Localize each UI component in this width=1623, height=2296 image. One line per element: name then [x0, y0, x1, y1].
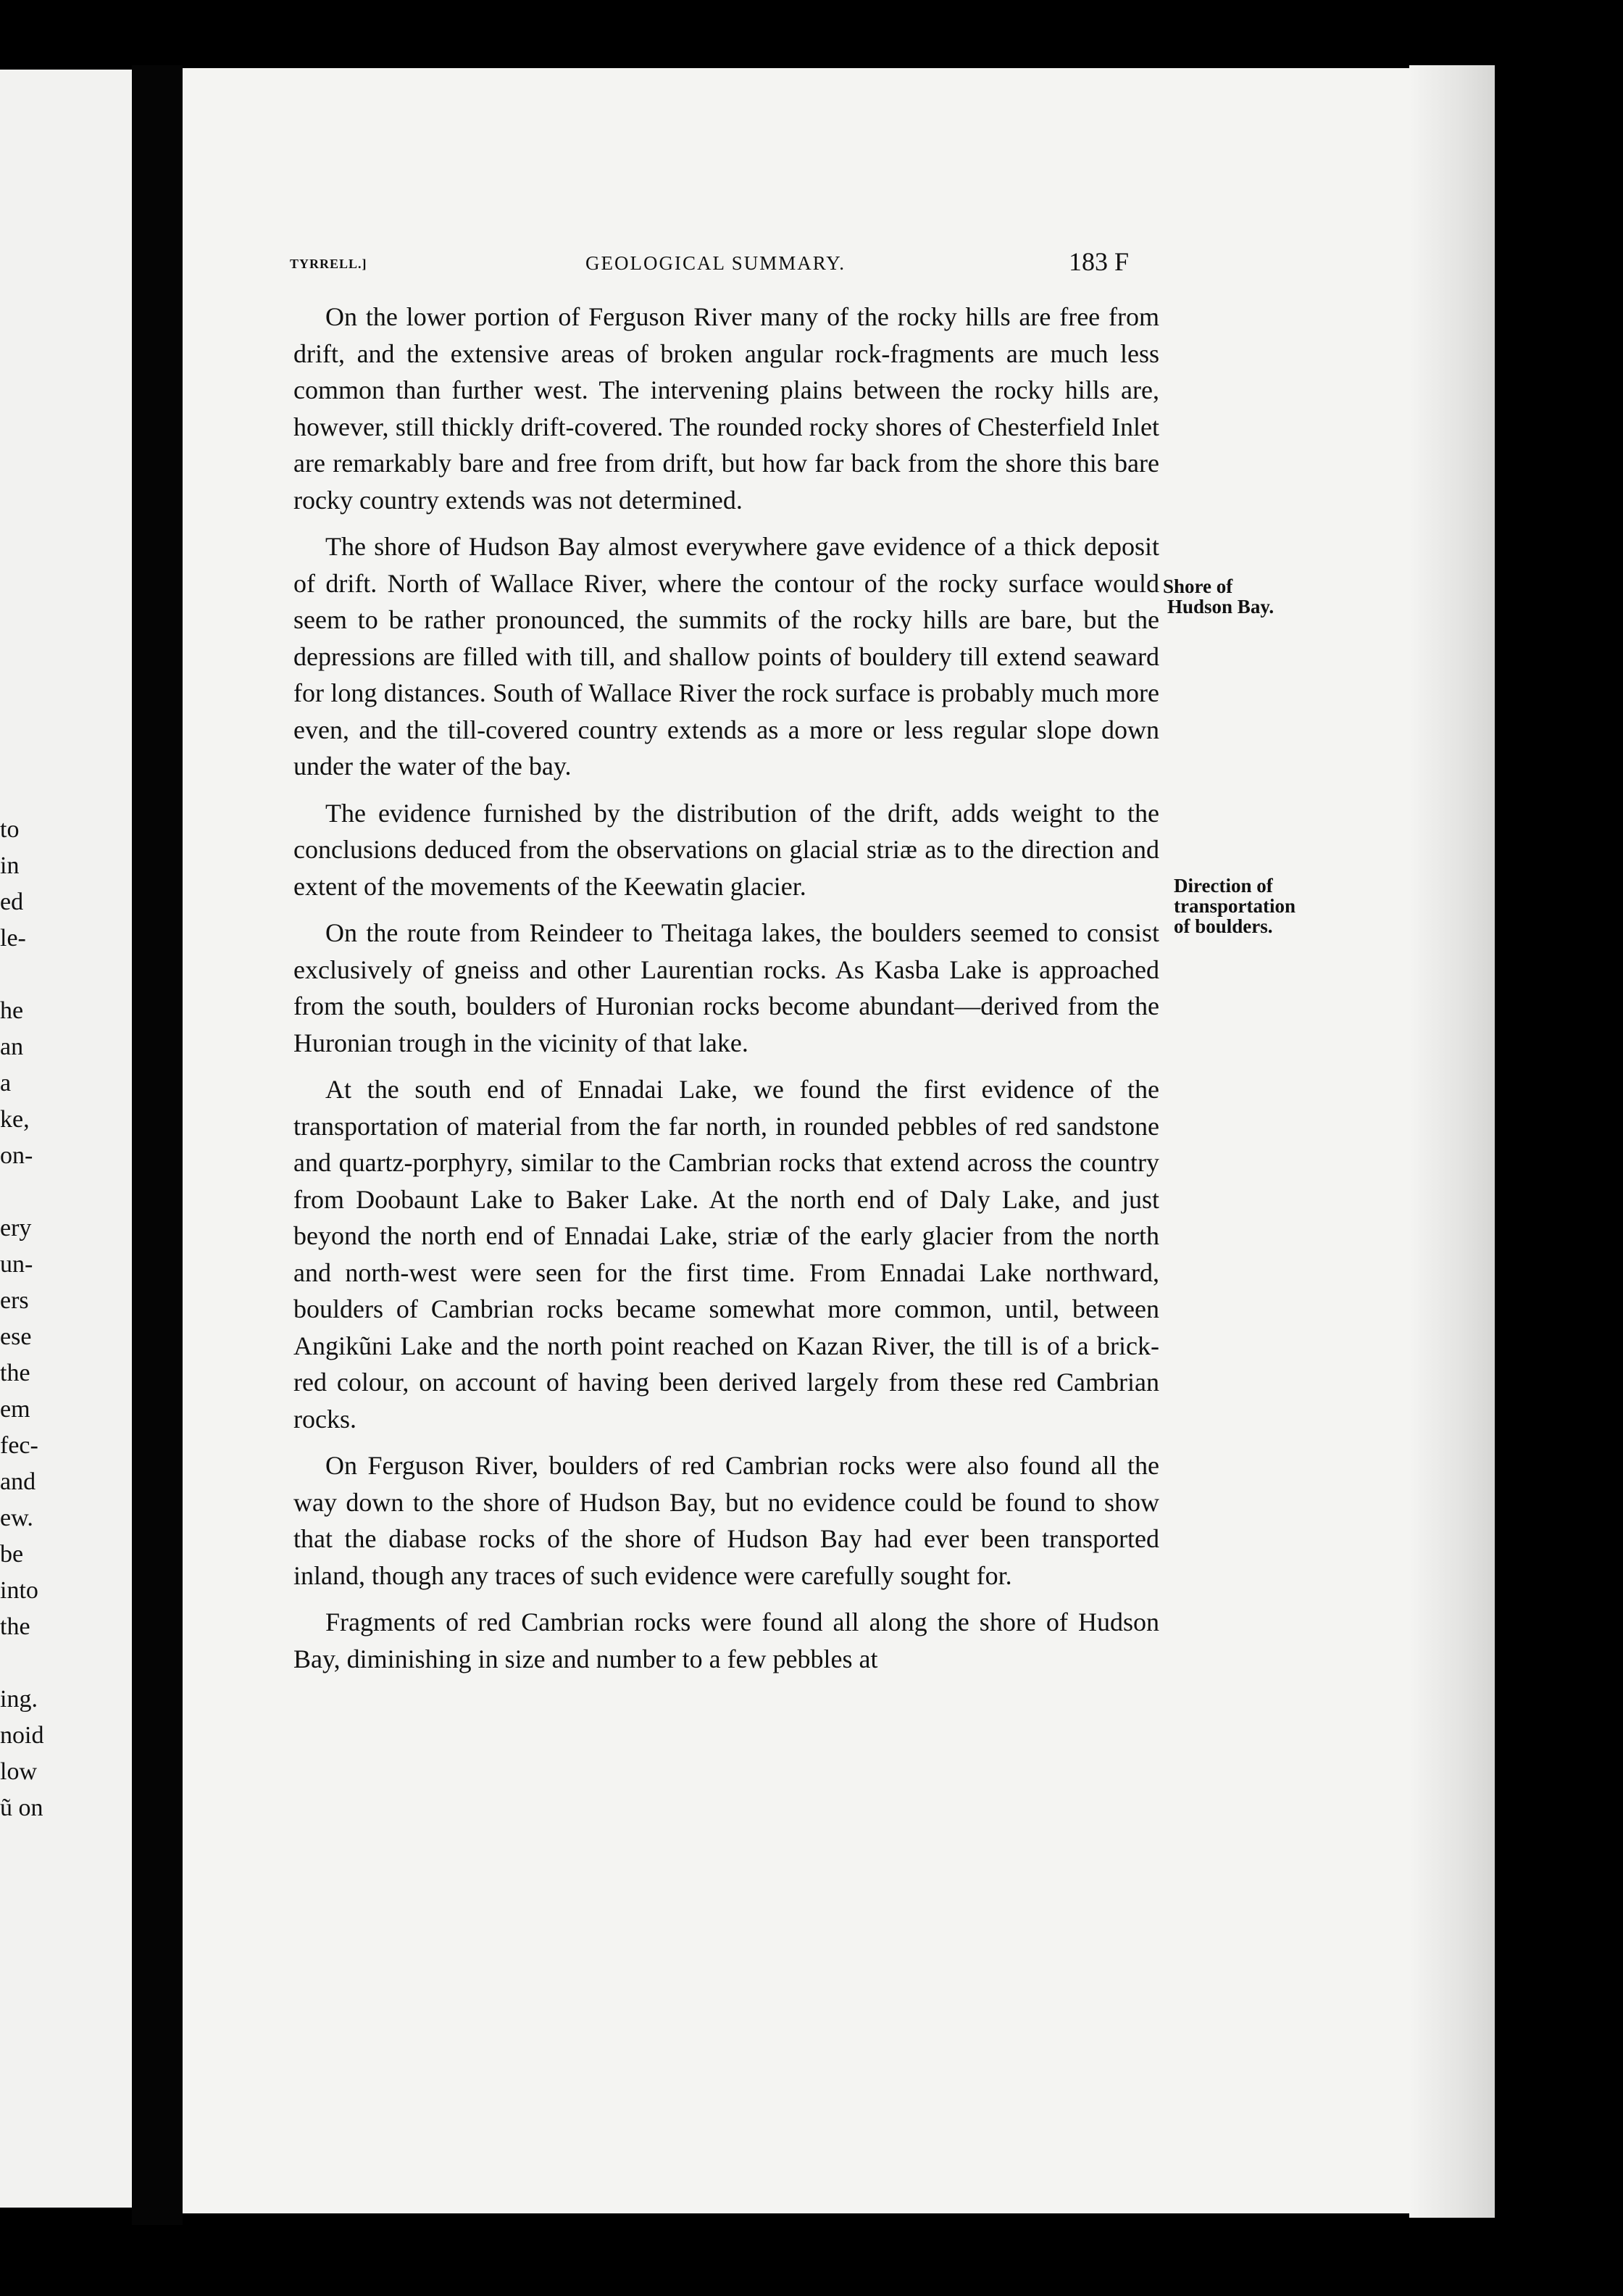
previous-page-line — [0, 1174, 132, 1210]
paragraph: On the route from Reindeer to Theitaga lakes, the boulders seemed to consist exclusively of gneiss and other Laurentian rocks. As Kasba Lake is approached from the south, boulders of Huronian rocks become abundant—derived from the Huronian trough in the vicinity of that lake. — [293, 918, 1159, 1057]
paragraph: Fragments of red Cambrian rocks were found all along the shore of Hudson Bay, diminishing in size and number to a few pebbles at — [293, 1607, 1159, 1673]
previous-page-line: ers — [0, 1287, 29, 1314]
previous-page — [0, 70, 132, 2208]
previous-page-line: ke, — [0, 1106, 30, 1133]
previous-page-line: on- — [0, 1142, 33, 1169]
body-text — [293, 299, 1159, 1687]
page-number: 183 F — [1069, 247, 1130, 276]
page-edge-shadow — [1409, 65, 1495, 2218]
paragraph: The evidence furnished by the distribution of the drift, adds weight to the conclusions deduced from the observations on glacial striæ as to the direction and extent of the movements of the Keewatin glacier. — [293, 798, 1159, 901]
previous-page-line: noid — [0, 1722, 44, 1749]
previous-page-line-endings — [0, 812, 132, 1826]
previous-page-line: the — [0, 1613, 30, 1640]
previous-page-line: fec- — [0, 1432, 38, 1459]
previous-page-line — [0, 957, 132, 993]
margin-note-line: transportation — [1174, 895, 1296, 917]
previous-page-line — [0, 1645, 132, 1681]
margin-note-shore-of-hudson-bay — [1163, 576, 1274, 617]
previous-page-line: ed — [0, 889, 24, 915]
previous-page-line: ery — [0, 1215, 32, 1241]
margin-note-line: Shore of — [1163, 575, 1233, 597]
previous-page-line: the — [0, 1360, 30, 1386]
previous-page-line: ũ on — [0, 1794, 43, 1821]
margin-note-direction-of-transportation — [1174, 875, 1296, 936]
header-title: GEOLOGICAL SUMMARY. — [585, 252, 846, 274]
previous-page-line: into — [0, 1577, 38, 1604]
margin-note-line: of boulders. — [1174, 915, 1273, 937]
paragraph: On Ferguson River, boulders of red Cambrian rocks were also found all the way down to the shore of Hudson Bay, but no evidence could be found to show that the diabase rocks of the shore of Hudson Bay had ever been transported inland, though any traces of such evidence were carefully sought for. — [293, 1451, 1159, 1590]
previous-page-line: and — [0, 1468, 36, 1495]
previous-page-line: he — [0, 997, 24, 1024]
previous-page-line: a — [0, 1070, 12, 1097]
previous-page-line: un- — [0, 1251, 33, 1278]
previous-page-line: in — [0, 852, 20, 879]
margin-note-line: Hudson Bay. — [1167, 596, 1274, 617]
previous-page-line: low — [0, 1758, 37, 1785]
previous-page-line: to — [0, 816, 20, 843]
header-author: TYRRELL.] — [290, 257, 367, 271]
running-header — [290, 247, 1148, 281]
previous-page-line: ing. — [0, 1686, 38, 1713]
previous-page-line: ese — [0, 1323, 32, 1350]
previous-page-line: em — [0, 1396, 30, 1423]
previous-page-line: be — [0, 1541, 24, 1568]
paragraph: The shore of Hudson Bay almost everywhere gave evidence of a thick deposit of drift. North of Wallace River, where the contour of the rocky surface would seem to be rather pronounced, the summits of the rocky hills are bare, but the depressions are filled with till, and shallow points of bouldery till extend seaward for long distances. South of Wallace River the rock surface is probably much more even, and the till-covered country extends as a more or less regular slope down under the water of the bay. — [293, 532, 1159, 781]
paragraph: On the lower portion of Ferguson River many of the rocky hills are free from drift, and the extensive areas of broken angular rock-fragments are much less common than further west. The intervening plains between the rocky hills are, however, still thickly drift-covered. The rounded rocky shores of Chesterfield Inlet are remarkably bare and free from drift, but how far back from the shore this bare rocky country extends was not determined. — [293, 302, 1159, 515]
book-gutter — [132, 65, 183, 2225]
previous-page-line: ew. — [0, 1505, 33, 1531]
paragraph: At the south end of Ennadai Lake, we found the first evidence of the transportation of material from the far north, in rounded pebbles of red sandstone and quartz-porphyry, similar to the Cambrian rocks that extend across the country from Doobaunt Lake to Baker Lake. At the north end of Daly Lake, and just beyond the north end of Ennadai Lake, striæ of the early glacier from the north and north-west were seen for the first time. From Ennadai Lake northward, boulders of Cambrian rocks became somewhat more common, until, between Angikũni Lake and the north point reached on Kazan River, the till is of a brick-red colour, on account of having been derived largely from these red Cambrian rocks. — [293, 1075, 1159, 1434]
margin-note-line: Direction of — [1174, 875, 1273, 897]
previous-page-line: an — [0, 1033, 24, 1060]
previous-page-line: le- — [0, 925, 26, 952]
